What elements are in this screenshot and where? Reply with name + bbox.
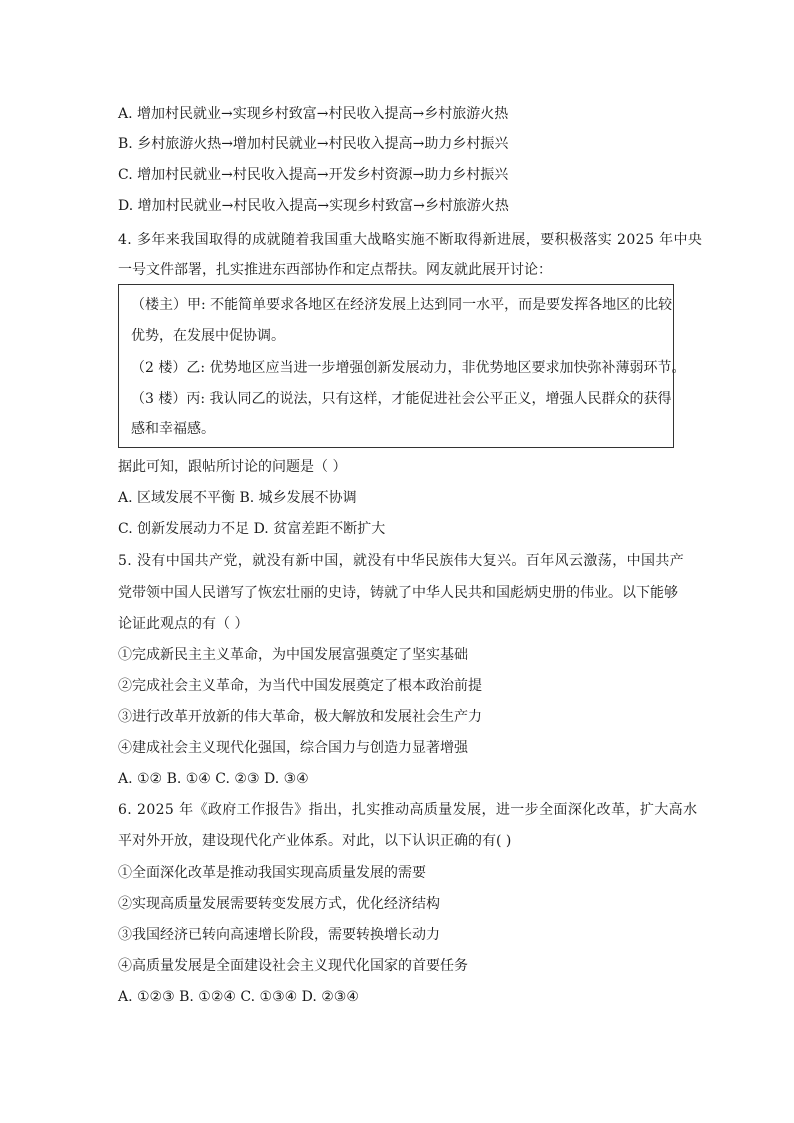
q4-stem-line-2: 一号文件部署，扎实推进东西部协作和定点帮扶。网友就此展开讨论： bbox=[118, 262, 552, 278]
forum-post-floor3-line-1: （3 楼）丙: 我认同乙的说法，只有这样，才能促进社会公平正义，增强人民群众的获得 bbox=[131, 391, 672, 407]
forum-post-floor2: （2 楼）乙: 优势地区应当进一步增强创新发展动力，非优势地区要求加快弥补薄弱环节。 bbox=[131, 360, 686, 376]
q5-options: A. ①② B. ①④ C. ②③ D. ③④ bbox=[118, 771, 309, 787]
q4-question: 据此可知，跟帖所讨论的问题是（ ） bbox=[118, 459, 347, 475]
q5-stem-line-1: 5. 没有中国共产党，就没有新中国，就没有中华民族伟大复兴。百年风云激荡，中国共产 bbox=[118, 553, 685, 569]
q3-option-a: A. 增加村民就业→实现乡村致富→村民收入提高→乡村旅游火热 bbox=[118, 106, 509, 122]
q4-options-cd: C. 创新发展动力不足 D. 贫富差距不断扩大 bbox=[118, 521, 386, 537]
forum-discussion-box bbox=[118, 284, 686, 448]
q3-option-b: B. 乡村旅游火热→增加村民就业→村民收入提高→助力乡村振兴 bbox=[118, 136, 509, 152]
q3-option-c: C. 增加村民就业→村民收入提高→开发乡村资源→助力乡村振兴 bbox=[118, 167, 509, 183]
q5-item-3: ③进行改革开放新的伟大革命，极大解放和发展社会生产力 bbox=[118, 709, 482, 725]
q5-stem-line-2: 党带领中国人民谱写了恢宏壮丽的史诗，铸就了中华人民共和国彪炳史册的伟业。以下能够 bbox=[118, 585, 678, 601]
forum-post-floor3-line-2: 感和幸福感。 bbox=[131, 421, 215, 437]
q5-item-2: ②完成社会主义革命，为当代中国发展奠定了根本政治前提 bbox=[118, 678, 482, 694]
q3-option-d: D. 增加村民就业→村民收入提高→实现乡村致富→乡村旅游火热 bbox=[118, 198, 509, 214]
q4-options-ab: A. 区域发展不平衡 B. 城乡发展不协调 bbox=[118, 490, 357, 506]
forum-post-op-line-2: 优势，在发展中促协调。 bbox=[131, 328, 285, 344]
q6-item-2: ②实现高质量发展需要转变发展方式，优化经济结构 bbox=[118, 896, 440, 912]
q6-options: A. ①②③ B. ①②④ C. ①③④ D. ②③④ bbox=[118, 989, 359, 1005]
q6-item-1: ①全面深化改革是推动我国实现高质量发展的需要 bbox=[118, 865, 426, 881]
q5-stem-line-3: 论证此观点的有（ ） bbox=[118, 616, 249, 632]
forum-post-op-line-1: （楼主）甲: 不能简单要求各地区在经济发展上达到同一水平，而是要发挥各地区的比较 bbox=[131, 297, 673, 313]
q6-item-4: ④高质量发展是全面建设社会主义现代化国家的首要任务 bbox=[118, 958, 468, 974]
q4-stem-line-1: 4. 多年来我国取得的成就随着我国重大战略实施不断取得新进展，要积极落实 2025 年中央 bbox=[118, 232, 703, 248]
q5-item-4: ④建成社会主义现代化强国，综合国力与创造力显著增强 bbox=[118, 740, 468, 756]
q6-item-3: ③我国经济已转向高速增长阶段，需要转换增长动力 bbox=[118, 927, 440, 943]
q5-item-1: ①完成新民主主义革命，为中国发展富强奠定了坚实基础 bbox=[118, 647, 468, 663]
q6-stem-line-1: 6. 2025 年《政府工作报告》指出，扎实推动高质量发展，进一步全面深化改革，扩大高水 bbox=[118, 802, 698, 818]
q6-stem-line-2: 平对外开放，建设现代化产业体系。对此，以下认识正确的有( ) bbox=[118, 833, 512, 849]
